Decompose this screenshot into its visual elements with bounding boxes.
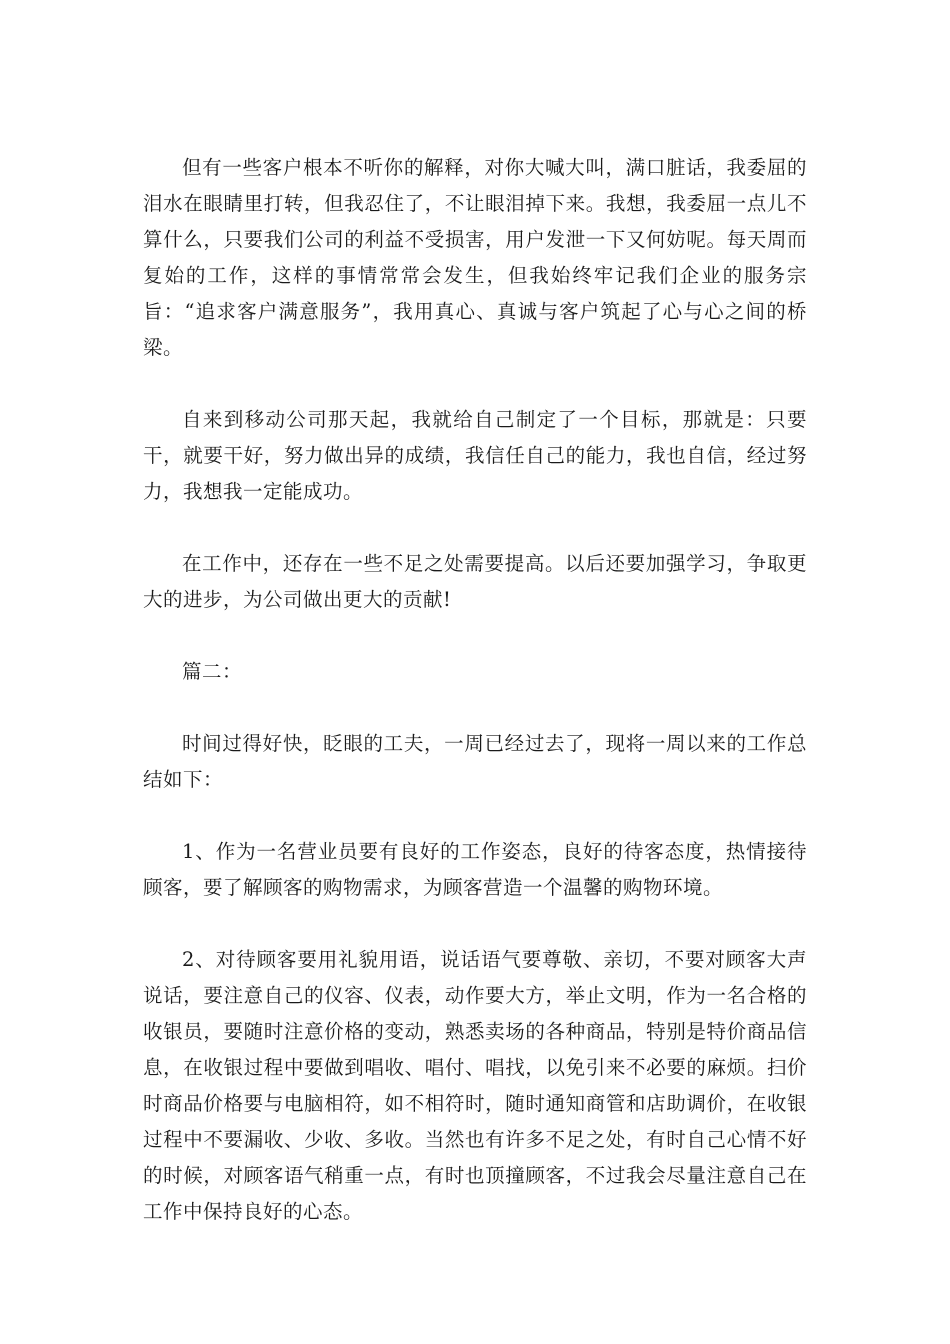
list-item-1: 1、作为一名营业员要有良好的工作姿态，良好的待客态度，热情接待顾客，要了解顾客的购物需求，为顾客营造一个温馨的购物环境。 bbox=[143, 840, 807, 899]
list-item-2: 2、对待顾客要用礼貌用语，说话语气要尊敬、亲切，不要对顾客大声说话，要注意自己的仪容、仪表，动作要大方，举止文明，作为一名合格的收银员，要随时注意价格的变动，熟悉卖场的各种商品，特别是特价商品信息，在收银过程中要做到唱收、唱付、唱找，以免引来不必要的麻烦。扫价时商品价格要与电脑相符，如不相符时，随时通知商管和店助调价，在收银过程中不要漏收、少收、多收。当然也有许多不足之处，有时自己心情不好的时候，对顾客语气稍重一点，有时也顶撞顾客，不过我会尽量注意自己在工作中保持良好的心态。 bbox=[143, 948, 807, 1223]
paragraph-improvement: 在工作中，还存在一些不足之处需要提高。以后还要加强学习，争取更大的进步，为公司做出更大的贡献! bbox=[143, 552, 807, 611]
paragraph-customer-complaints: 但有一些客户根本不听你的解释，对你大喊大叫，满口脏话，我委屈的泪水在眼睛里打转，但我忍住了，不让眼泪掉下来。我想，我委屈一点儿不算什么，只要我们公司的利益不受损害，用户发泄一下又何妨呢。每天周而复始的工作，这样的事情常常会发生，但我始终牢记我们企业的服务宗旨：“追求客户满意服务”，我用真心、真诚与客户筑起了心与心之间的桥梁。 bbox=[143, 156, 807, 359]
document-body bbox=[143, 150, 807, 1266]
paragraph-personal-goal: 自来到移动公司那天起，我就给自己制定了一个目标，那就是：只要干，就要干好，努力做出异的成绩，我信任自己的能力，我也自信，经过努力，我想我一定能成功。 bbox=[143, 408, 807, 503]
paragraph-weekly-summary-intro: 时间过得好快，眨眼的工夫，一周已经过去了，现将一周以来的工作总结如下： bbox=[143, 732, 807, 791]
section-heading-part-two: 篇二： bbox=[182, 660, 243, 683]
